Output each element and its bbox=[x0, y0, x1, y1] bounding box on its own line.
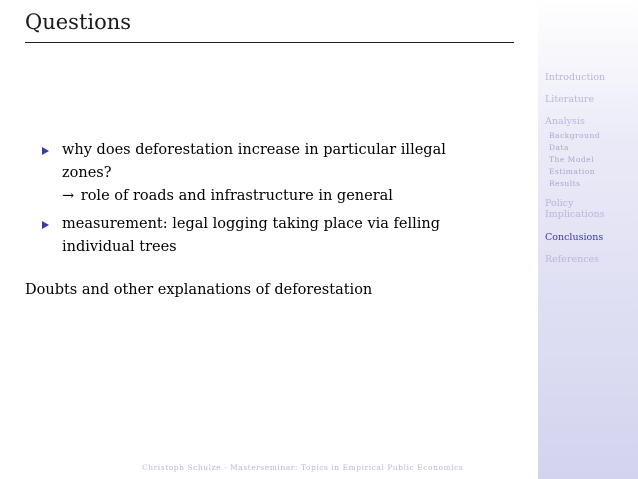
nav-item-policy[interactable]: Policy bbox=[545, 198, 574, 209]
bullet-arrow-line bbox=[62, 188, 393, 204]
nav-item-analysis[interactable]: Analysis bbox=[545, 116, 585, 127]
slide-title: Questions bbox=[25, 10, 132, 34]
nav-subitem-the-model[interactable]: The Model bbox=[549, 155, 594, 164]
nav-item-introduction[interactable]: Introduction bbox=[545, 72, 606, 83]
bullet-item bbox=[0, 139, 512, 208]
nav-item-conclusions[interactable]: Conclusions bbox=[545, 232, 604, 243]
nav-subitem-data[interactable]: Data bbox=[549, 143, 569, 152]
nav-subitem-background[interactable]: Background bbox=[549, 131, 601, 140]
bullet-item bbox=[0, 213, 512, 259]
bullet-arrow-text: role of roads and infrastructure in general bbox=[80, 188, 393, 204]
nav-subitem-estimation[interactable]: Estimation bbox=[549, 167, 596, 176]
nav-subitem-results[interactable]: Results bbox=[549, 179, 581, 188]
bullet-text-line: zones? bbox=[62, 165, 112, 181]
triangle-bullet-icon bbox=[42, 147, 49, 155]
bullet-text-line: measurement: legal logging taking place via felling bbox=[62, 216, 441, 232]
bullet-text-line: individual trees bbox=[62, 239, 177, 255]
bullet-text-line: why does deforestation increase in particular illegal bbox=[62, 142, 446, 158]
right-arrow-icon: → bbox=[62, 188, 75, 204]
footer-text: Christoph Schulze - Masterseminar: Topics in Empirical Public Economics bbox=[142, 463, 464, 472]
body-text: Doubts and other explanations of deforestation bbox=[25, 282, 373, 298]
title-divider bbox=[25, 42, 514, 43]
nav-item-implications[interactable]: Implications bbox=[545, 209, 605, 220]
navigation-sidebar bbox=[538, 0, 638, 479]
nav-item-literature[interactable]: Literature bbox=[545, 94, 595, 105]
bullet-list bbox=[0, 139, 512, 264]
triangle-bullet-icon bbox=[42, 221, 49, 229]
nav-item-references[interactable]: References bbox=[545, 254, 600, 265]
